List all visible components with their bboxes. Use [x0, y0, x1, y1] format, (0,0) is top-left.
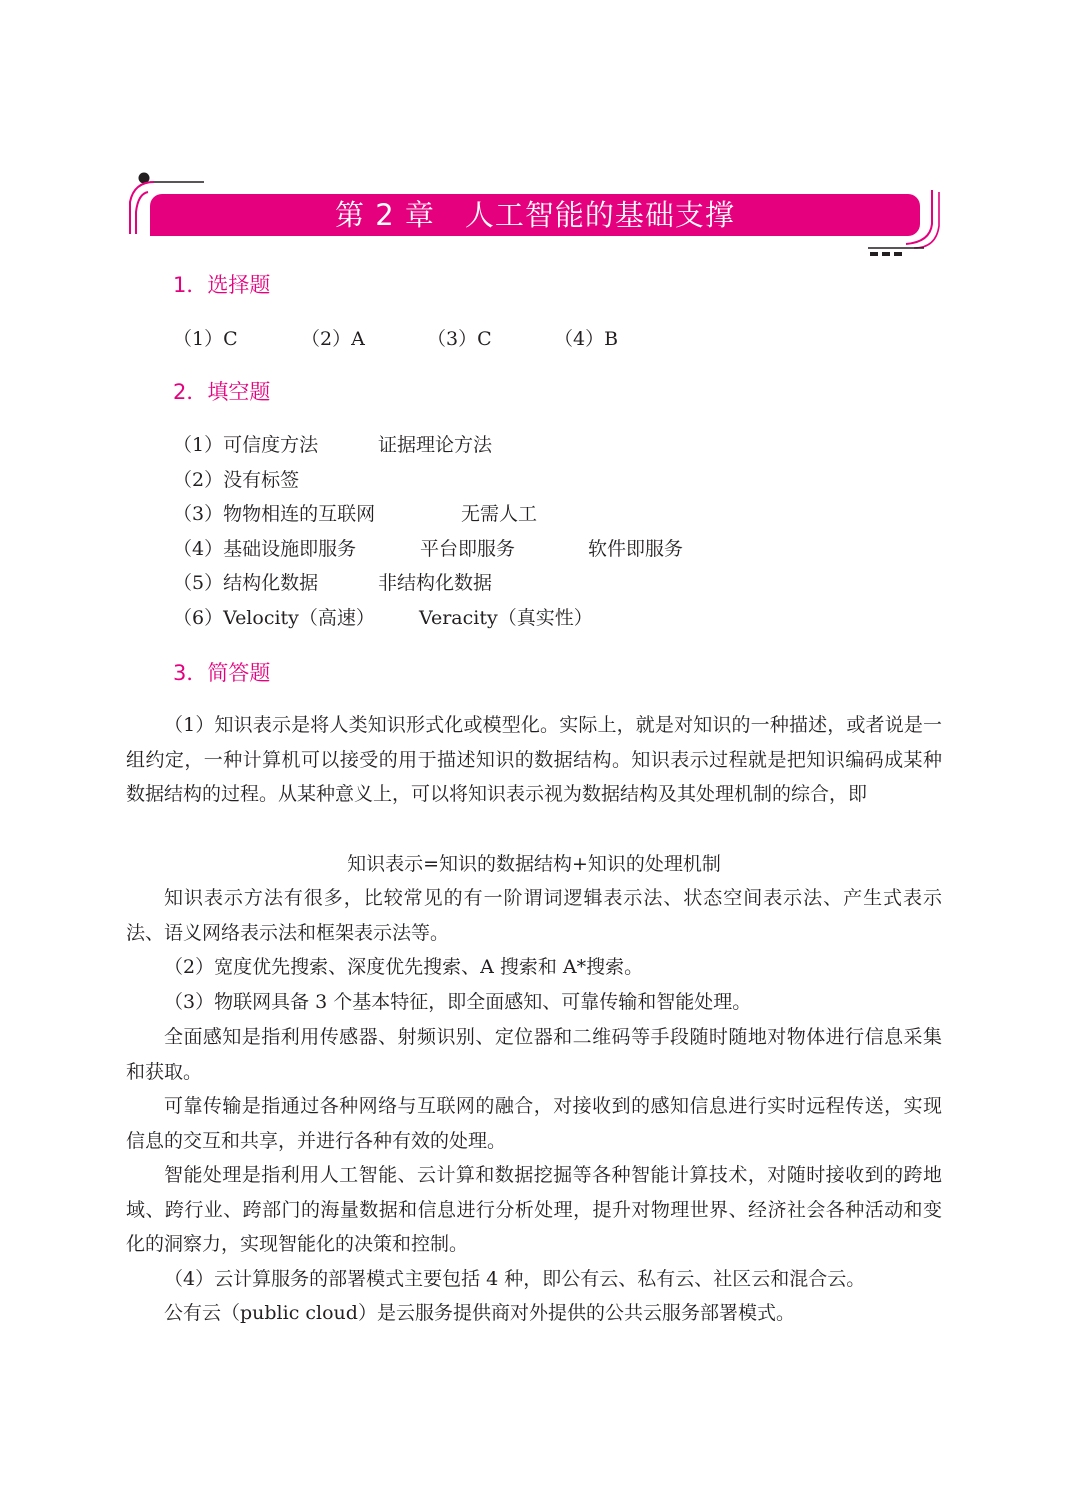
- section-heading-choice: 1．选择题: [173, 273, 271, 297]
- answer-paragraph-1: （1）知识表示是将人类知识形式化或模型化。实际上，就是对知识的一种描述，或者说是一组约定，一种计算机可以接受的用于描述知识的数据结构。知识表示过程就是把知识编码成某种数据结构的过程。从某种意义上，可以将知识表示视为数据结构及其处理机制的综合，即: [126, 714, 942, 806]
- fill-item: （4）基础设施即服务: [173, 538, 357, 560]
- answer-3: （3）C: [427, 328, 492, 350]
- section-heading-fill: 2．填空题: [173, 380, 271, 404]
- fill-item: 平台即服务: [420, 538, 516, 560]
- fill-item: 软件即服务: [588, 538, 684, 560]
- answer-paragraph-8: （4）云计算服务的部署模式主要包括 4 种，即公有云、私有云、社区云和混合云。: [164, 1268, 866, 1290]
- answer-paragraph-3: （2）宽度优先搜索、深度优先搜索、A 搜索和 A*搜索。: [164, 956, 644, 978]
- answer-paragraph-4: （3）物联网具备 3 个基本特征，即全面感知、可靠传输和智能处理。: [164, 991, 752, 1013]
- fill-item: Veracity（真实性）: [419, 607, 593, 629]
- chapter-title: 第 2 章 人工智能的基础支撑: [335, 198, 735, 232]
- fill-item: 非结构化数据: [378, 572, 493, 594]
- answer-paragraph-5: 全面感知是指利用传感器、射频识别、定位器和二维码等手段随时随地对物体进行信息采集和获取。: [126, 1026, 942, 1083]
- answer-1: （1）C: [173, 328, 238, 350]
- fill-item: （5）结构化数据: [173, 572, 319, 594]
- formula-line: 知识表示=知识的数据结构+知识的处理机制: [347, 853, 721, 875]
- fill-item: （3）物物相连的互联网: [173, 503, 376, 525]
- fill-item: （6）Velocity（高速）: [173, 607, 375, 629]
- fill-item: （2）没有标签: [173, 469, 300, 491]
- fill-item: 证据理论方法: [378, 434, 493, 456]
- answer-2: （2）A: [301, 328, 365, 350]
- answer-paragraph-2: 知识表示方法有很多，比较常见的有一阶谓词逻辑表示法、状态空间表示法、产生式表示法、语义网络表示法和框架表示法等。: [126, 887, 942, 944]
- fill-item: 无需人工: [461, 503, 538, 525]
- fill-item: （1）可信度方法: [173, 434, 319, 456]
- answer-paragraph-6: 可靠传输是指通过各种网络与互联网的融合，对接收到的感知信息进行实时远程传送，实现信息的交互和共享，并进行各种有效的处理。: [126, 1095, 942, 1152]
- answer-paragraph-9: 公有云（public cloud）是云服务提供商对外提供的公共云服务部署模式。: [164, 1302, 795, 1324]
- answer-paragraph-7: 智能处理是指利用人工智能、云计算和数据挖掘等各种智能计算技术，对随时接收到的跨地域、跨行业、跨部门的海量数据和信息进行分析处理，提升对物理世界、经济社会各种活动和变化的洞察力，实现智能化的决策和控制。: [126, 1164, 942, 1256]
- section-heading-short: 3．简答题: [173, 661, 271, 685]
- answer-4: （4）B: [554, 328, 619, 350]
